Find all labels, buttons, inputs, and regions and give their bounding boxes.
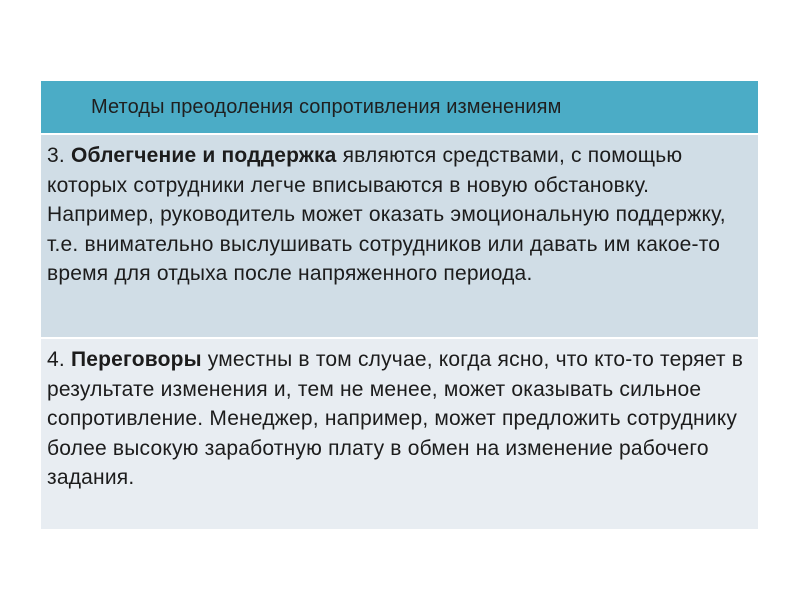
table-header-title: Методы преодоления сопротивления изменениям — [91, 95, 562, 118]
row-text: являются средствами, с помощью которых сотрудники легче вписываются в новую обстановку. Например, руководитель может оказать эмоциональную поддержку, т.е. внимательно выслушивать сотрудников или давать им какое-то время для отдыха после напряженного периода. — [47, 144, 726, 285]
table-row — [41, 339, 758, 529]
row-term: Облегчение и поддержка — [70, 144, 337, 167]
row-number: 4. — [47, 348, 71, 371]
row-number: 3. — [47, 144, 71, 167]
methods-table — [41, 81, 758, 529]
row-term: Переговоры — [70, 348, 202, 371]
table-row — [41, 135, 758, 339]
row-text: уместны в том случае, когда ясно, что кто-то теряет в результате изменения и, тем не менее, может оказывать сильное сопротивление. Менеджер, например, может предложить сотруднику более высокую заработную плату в обмен на изменение рабочего задания. — [47, 348, 744, 489]
table-header — [41, 81, 758, 135]
